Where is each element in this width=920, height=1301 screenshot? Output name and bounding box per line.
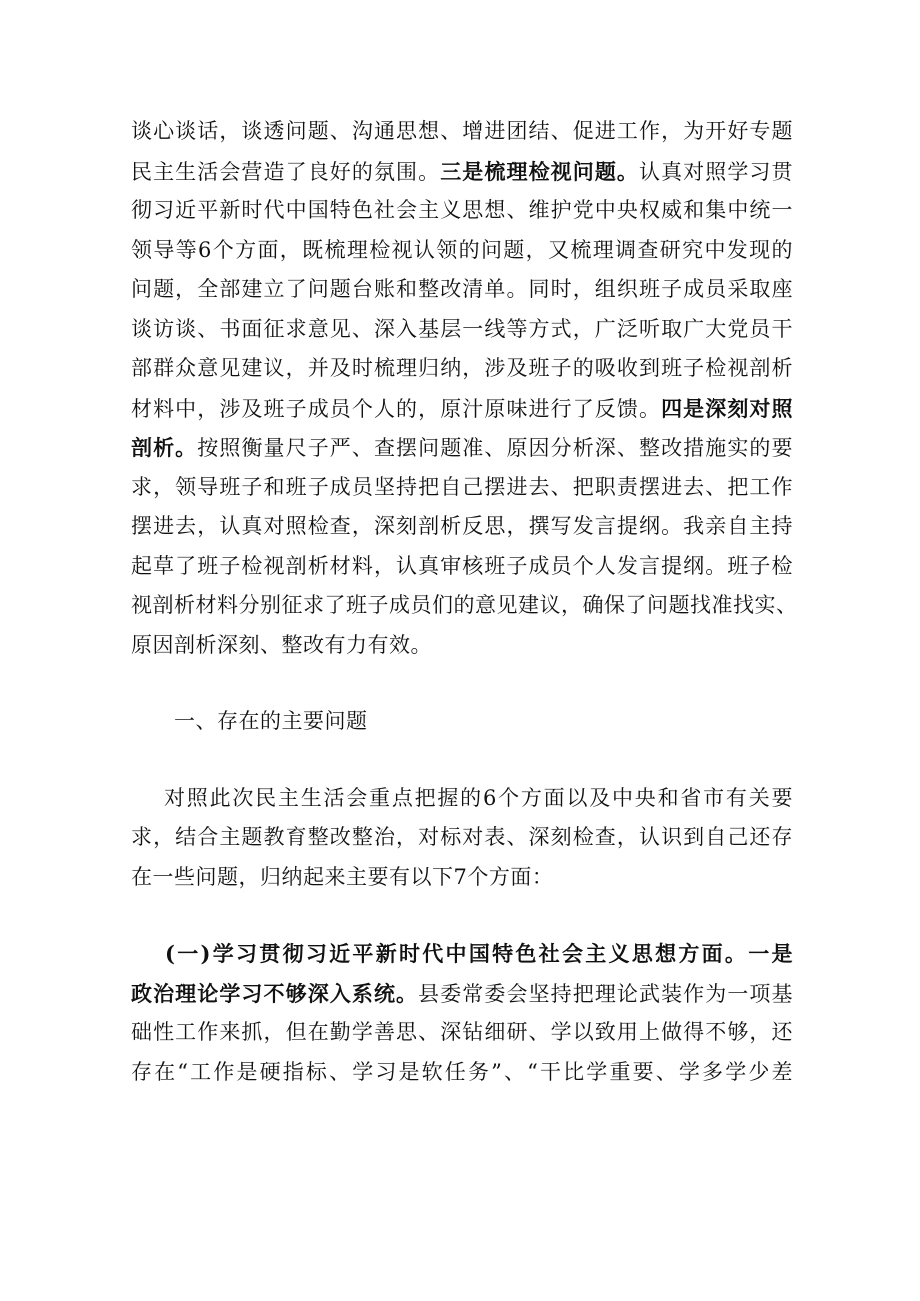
- bold-lead-phrase: 三是梳理检视问题。: [440, 158, 639, 184]
- document-page: [131, 112, 798, 1092]
- text-line: [131, 586, 798, 626]
- text-run: 民主生活会营造了良好的氛围。: [131, 159, 441, 184]
- text-run: 材料中，涉及班子成员个人的，原汁原味进行了反馈。: [131, 396, 662, 421]
- text-run: 求，结合主题教育整改整治，对标对表、深刻检查，认识到自己还存: [131, 825, 793, 849]
- text-run: 对照此次民主生活会重点把握的6个方面以及中央和省市有关要: [164, 785, 793, 810]
- text-line: [131, 779, 793, 819]
- text-run: 存在“工作是硬指标、学习是软任务”、“干比学重要、学多学少差: [131, 1059, 793, 1084]
- paragraph: [131, 934, 793, 1092]
- text-run: 原因剖析深刻、整改有力有效。: [131, 632, 432, 657]
- text-line: [131, 112, 793, 152]
- text-line: [131, 468, 793, 508]
- text-line: [131, 626, 793, 666]
- text-line: [131, 934, 793, 974]
- text-run: 起草了班子检视剖析材料，认真审核班子成员个人发言提纲。班子检: [131, 553, 793, 578]
- text-line: [131, 428, 793, 468]
- text-run: 问题，全部建立了问题台账和整改清单。同时，组织班子成员采取座: [131, 277, 793, 301]
- text-line: [131, 270, 793, 310]
- text-line: [131, 858, 793, 898]
- text-run: 视剖析材料分别征求了班子成员们的意见建议，确保了问题找准找实、: [131, 593, 798, 617]
- text-run: 按照衡量尺子严、查摆问题准、原因分析深、整改措施实的要: [197, 436, 794, 460]
- text-run: 求，领导班子和班子成员坚持把自己摆进去、把职责摆进去、把工作: [131, 474, 793, 499]
- text-line: [131, 191, 793, 231]
- paragraph: [131, 779, 793, 898]
- text-run: 摆进去，认真对照检查，深刻剖析反思，撰写发言提纲。我亲自主持: [131, 514, 793, 538]
- text-line: [131, 1013, 793, 1053]
- text-line: [131, 389, 793, 429]
- paragraph-gap: [131, 742, 793, 779]
- text-run: 彻习近平新时代中国特色社会主义思想、维护党中央权威和集中统一: [131, 198, 793, 222]
- text-run: 谈心谈话，谈透问题、沟通思想、增进团结、促进工作，为开好专题: [131, 119, 793, 143]
- bold-lead-phrase: 政治理论学习不够深入系统。: [131, 980, 419, 1006]
- paragraph-gap: [131, 897, 793, 934]
- text-run: 谈访谈、书面征求意见、深入基层一线等方式，广泛听取广大党员干: [131, 316, 793, 341]
- text-run: 领导等6个方面，既梳理检视认领的问题，又梳理调查研究中发现的: [131, 237, 793, 262]
- text-line: [131, 1053, 793, 1093]
- text-run: 县委常委会坚持把理论武装作为一项基: [418, 981, 794, 1006]
- section-heading: 一、存在的主要问题: [174, 709, 368, 733]
- bold-lead-phrase: 四是深刻对照: [661, 395, 794, 421]
- bold-lead-phrase: 剖析。: [131, 435, 198, 460]
- text-line: [131, 231, 793, 271]
- paragraph: [131, 112, 798, 665]
- text-run: 部群众意见建议，并及时梳理归纳，涉及班子的吸收到班子检视剖析: [131, 356, 793, 380]
- text-line: [131, 818, 793, 858]
- paragraph-gap: [131, 665, 793, 702]
- text-run: 础性工作来抓，但在勤学善思、深钻细研、学以致用上做得不够，还: [131, 1020, 793, 1044]
- text-line: [131, 310, 793, 350]
- text-run: 在一些问题，归纳起来主要有以下7个方面：: [131, 864, 554, 889]
- text-line: [131, 349, 793, 389]
- text-run: 认真对照学习贯: [639, 159, 794, 184]
- bold-lead-phrase: (一)学习贯彻习近平新时代中国特色社会主义思想方面。一是: [165, 941, 793, 966]
- text-line: [131, 152, 793, 192]
- text-line: [131, 974, 793, 1014]
- text-line: [131, 507, 793, 547]
- text-line: [131, 547, 793, 587]
